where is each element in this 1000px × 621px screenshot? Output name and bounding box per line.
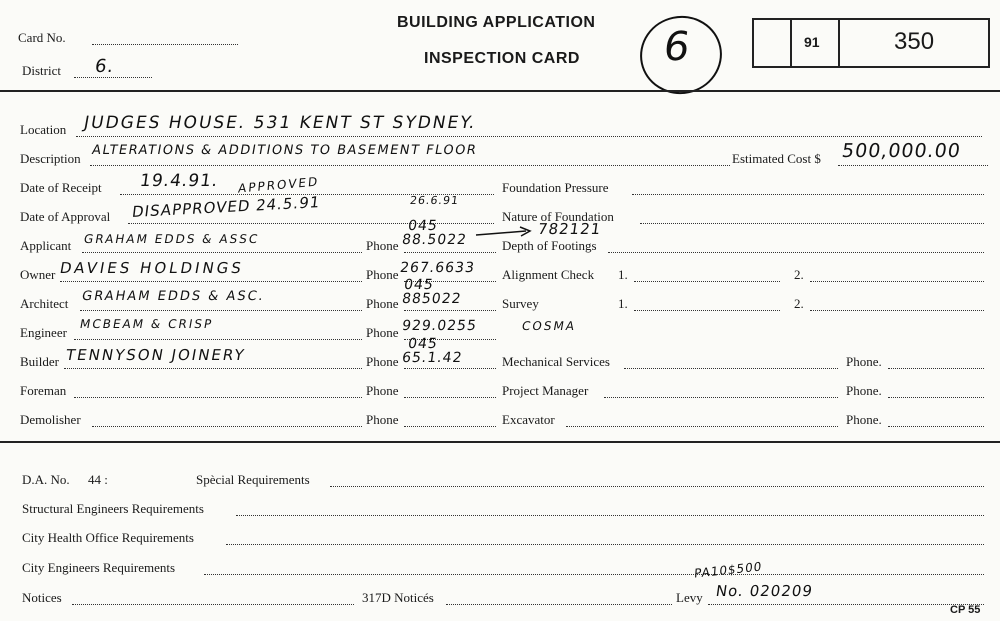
foreman-line [74,397,362,398]
demolisher-phone-label: Phone [366,412,399,427]
project-manager-phone-label: Phone. [846,383,882,398]
form-code: CP 55 [950,604,981,616]
architect-phone-line [404,310,496,311]
nature-of-foundation-line [640,223,984,224]
architect-phone-label: Phone [366,296,399,311]
builder-phone: 65.1.42 [400,350,464,366]
owner-phone: 267.6633 [398,260,476,276]
owner-phone-label: Phone [366,267,399,282]
date-of-receipt-note: APPROVED [237,174,320,196]
engineer-note: COSMA [520,319,578,333]
box-divider-2 [838,18,840,68]
structural-requirements-line [236,515,984,516]
district-line [74,77,152,78]
owner-label: Owner [20,267,56,282]
city-health-label: City Health Office Requirements [22,530,194,545]
builder-value: TENNYSON JOINERY [64,346,248,364]
foreman-phone-label: Phone [366,383,399,398]
mechanical-services-label: Mechanical Services [502,354,610,369]
notices-label: Notices [22,590,62,605]
builder-phone-line [404,368,496,369]
location-value: JUDGES HOUSE. 531 KENT ST SYDNEY. [82,113,479,133]
da-no-label: D.A. No. [22,472,70,487]
excavator-label: Excavator [502,412,555,427]
depth-of-footings-label: Depth of Footings [502,238,597,253]
mechanical-services-phone-line [888,368,984,369]
date-of-approval-line [128,223,494,224]
applicant-phone: 88.5022 [400,232,469,248]
foundation-pressure-line [632,194,984,195]
applicant-value: GRAHAM EDDS & ASSC [82,232,261,246]
description-value: ALTERATIONS & ADDITIONS TO BASEMENT FLOOR [90,143,479,158]
demolisher-label: Demolisher [20,412,81,427]
applicant-phone-label: Phone [366,238,399,253]
project-manager-label: Project Manager [502,383,589,398]
levy-note: PA10$500 [693,559,763,581]
project-manager-phone-line [888,397,984,398]
survey-line2 [810,310,984,311]
circled-number: 6 [660,24,694,70]
estimated-cost-value: 500,000.00 [840,140,963,162]
section-rule [0,441,1000,443]
excavator-phone-label: Phone. [846,412,882,427]
demolisher-line [92,426,362,427]
builder-line [64,368,362,369]
builder-phone-prefix: 045 [406,336,439,352]
levy-label: Levy [676,590,703,605]
foreman-phone-line [404,397,496,398]
alignment-check-line2 [810,281,984,282]
district-label: District [22,63,61,78]
applicant-line [82,252,362,253]
notices-317d-label: 317D Noticés [362,590,434,605]
reference-box [752,18,990,68]
survey-label: Survey [502,296,539,311]
reference-box-small: 91 [804,34,820,50]
date-of-approval-value: DISAPPROVED 24.5.91 [131,192,322,222]
excavator-line [566,426,838,427]
description-line [90,165,730,166]
engineer-phone-label: Phone [366,325,399,340]
applicant-label: Applicant [20,238,72,253]
survey-num2: 2. [794,296,804,311]
engineer-line [74,339,362,340]
city-health-line [226,544,984,545]
engineer-phone: 929.0255 [400,318,478,334]
form-title-line2: INSPECTION CARD [424,50,580,67]
survey-line1 [634,310,780,311]
box-divider-1 [790,18,792,68]
district-value: 6. [93,56,116,77]
mechanical-services-phone-label: Phone. [846,354,882,369]
builder-label: Builder [20,354,59,369]
survey-num1: 1. [618,296,628,311]
foundation-pressure-label: Foundation Pressure [502,180,609,195]
levy-value: No. 020209 [714,582,815,600]
excavator-phone-line [888,426,984,427]
engineer-value: MCBEAM & CRISP [78,317,215,331]
reference-box-large: 350 [894,28,935,55]
estimated-cost-label: Estimated Cost $ [732,151,821,166]
estimated-cost-line [838,165,988,166]
special-requirements-line [330,486,984,487]
engineer-label: Engineer [20,325,67,340]
city-engineers-label: City Engineers Requirements [22,560,176,575]
applicant-phone-prefix: 045 [406,218,439,234]
special-requirements-label: Spècial Requirements [196,472,310,487]
alignment-check-label: Alignment Check [502,267,595,282]
architect-phone: 885022 [400,291,463,307]
nature-of-foundation-label: Nature of Foundation [502,209,614,224]
description-label: Description [20,151,81,166]
architect-phone-prefix: 045 [402,277,435,293]
applicant-phone-line [404,252,496,253]
owner-value: DAVIES HOLDINGS [58,259,246,277]
mechanical-services-line [624,368,838,369]
notices-line [72,604,354,605]
da-no-value: 44 : [88,472,108,487]
foreman-label: Foreman [20,383,67,398]
alignment-check-num2: 2. [794,267,804,282]
city-engineers-line [204,574,984,575]
alignment-check-num1: 1. [618,267,628,282]
header-rule [0,90,1000,92]
date-of-approval-note: 26.6.91 [409,194,460,207]
architect-value: GRAHAM EDDS & ASC. [80,289,267,304]
levy-line [708,604,984,605]
card-no-label: Card No. [18,30,66,45]
owner-line [60,281,362,282]
location-line [76,136,982,137]
notices-317d-line [446,604,672,605]
form-title-line1: BUILDING APPLICATION [397,14,596,31]
architect-line [80,310,362,311]
depth-of-footings-line [608,252,984,253]
nature-of-foundation-value: 782121 [536,220,603,238]
architect-label: Architect [20,296,69,311]
builder-phone-label: Phone [366,354,399,369]
date-of-approval-label: Date of Approval [20,209,111,224]
date-of-receipt-label: Date of Receipt [20,180,102,195]
location-label: Location [20,122,67,137]
project-manager-line [604,397,838,398]
card-no-line [92,44,238,45]
structural-requirements-label: Structural Engineers Requirements [22,501,204,516]
date-of-receipt-value: 19.4.91. [138,171,220,191]
demolisher-phone-line [404,426,496,427]
alignment-check-line1 [634,281,780,282]
